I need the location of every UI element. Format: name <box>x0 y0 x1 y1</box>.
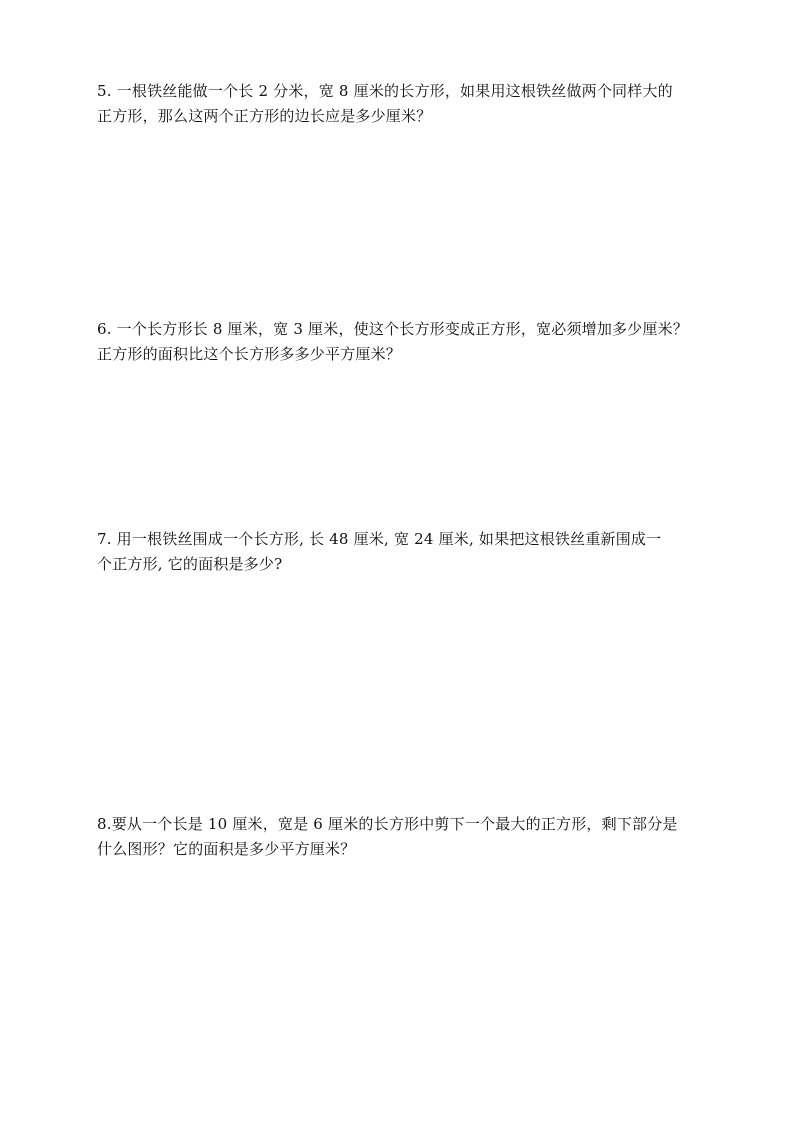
question-7 <box>97 527 717 577</box>
question-8-line-2: 什么图形？它的面积是多少平方厘米？ <box>97 840 356 858</box>
question-7-line-2: 个正方形, 它的面积是多少? <box>97 555 283 573</box>
question-5-line-1: 5. 一根铁丝能做一个长 2 分米，宽 8 厘米的长方形，如果用这根铁丝做两个同样大的 <box>97 82 673 100</box>
question-5 <box>97 79 717 129</box>
question-6-line-2: 正方形的面积比这个长方形多多少平方厘米？ <box>97 345 402 363</box>
question-6-line-1: 6. 一个长方形长 8 厘米，宽 3 厘米，使这个长方形变成正方形，宽必须增加多少厘米？ <box>97 320 689 338</box>
question-5-line-2: 正方形，那么这两个正方形的边长应是多少厘米？ <box>97 107 432 125</box>
question-8 <box>97 812 717 862</box>
question-7-line-1: 7. 用一根铁丝围成一个长方形, 长 48 厘米, 宽 24 厘米, 如果把这根铁丝重新围成一 <box>97 530 662 548</box>
question-8-line-1: 8.要从一个长是 10 厘米，宽是 6 厘米的长方形中剪下一个最大的正方形，剩下部分是 <box>97 815 678 833</box>
question-6 <box>97 317 717 367</box>
